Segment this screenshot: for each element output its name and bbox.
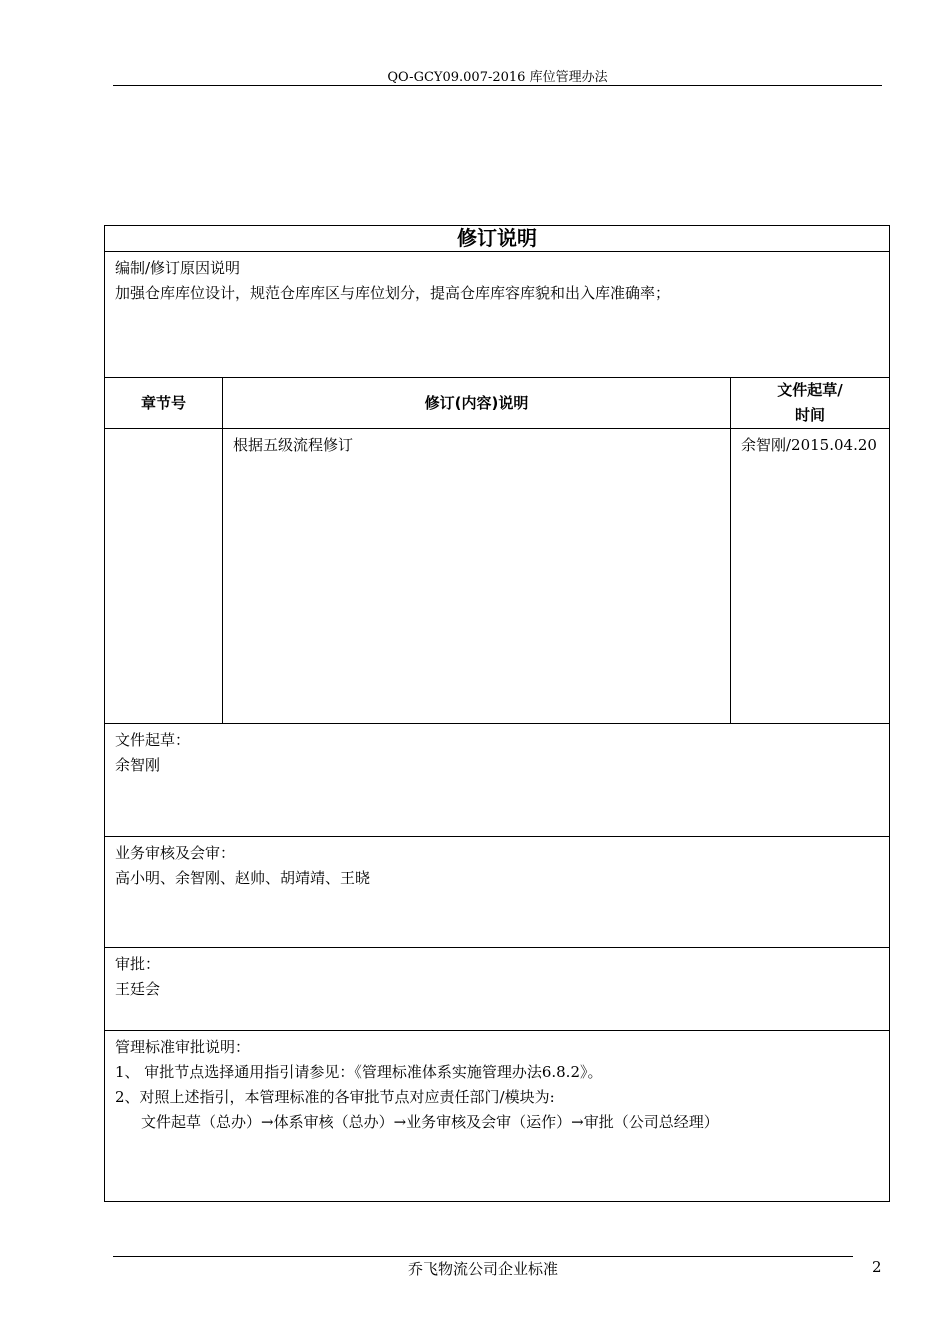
- notes-line-2: 2、对照上述指引，本管理标准的各审批节点对应责任部门/模块为:: [115, 1088, 555, 1106]
- column-header-content: 修订(内容)说明: [223, 378, 731, 429]
- page-number: 2: [872, 1258, 882, 1276]
- footer-company: 乔飞物流公司企业标准: [407, 1260, 558, 1278]
- row-drafter-cell: 余智刚/2015.04.20: [731, 429, 890, 724]
- column-header-drafter: [731, 378, 890, 429]
- notes-line-1: 1、 审批节点选择通用指引请参见：《管理标准体系实施管理办法6.8.2》。: [115, 1063, 603, 1081]
- notes-label: 管理标准审批说明：: [115, 1038, 251, 1056]
- revision-table: [104, 225, 890, 1202]
- notes-cell: [105, 1031, 890, 1202]
- drafting-cell: [105, 724, 890, 837]
- review-value: 高小明、余智刚、赵帅、胡靖靖、王晓: [115, 869, 371, 887]
- approval-label: 审批：: [115, 955, 161, 973]
- approval-cell: [105, 948, 890, 1031]
- reason-text: 加强仓库库位设计，规范仓库库区与库位划分，提高仓库库容库貌和出入库准确率；: [115, 284, 671, 302]
- review-label: 业务审核及会审：: [115, 844, 236, 862]
- reason-cell: [105, 252, 890, 378]
- document-header-title: QO-GCY09.007-2016 库位管理办法: [387, 70, 608, 85]
- review-cell: [105, 837, 890, 948]
- approval-value: 王廷会: [115, 980, 161, 998]
- drafting-value: 余智刚: [115, 756, 161, 774]
- row-chapter-cell: [105, 429, 223, 724]
- notes-line-3: 文件起草（总办）→体系审核（总办）→业务审核及会审（运作）→审批（公司总经理）: [141, 1113, 719, 1131]
- table-row: [105, 429, 890, 724]
- column-header-drafter-line2: 时间: [794, 406, 825, 424]
- reason-label: 编制/修订原因说明: [115, 259, 241, 277]
- drafting-label: 文件起草：: [115, 731, 191, 749]
- row-content-cell: 根据五级流程修订: [223, 429, 731, 724]
- column-header-chapter: 章节号: [105, 378, 223, 429]
- header-rule: [113, 85, 882, 86]
- table-title: 修订说明: [105, 226, 890, 252]
- column-header-drafter-line1: 文件起草/: [777, 381, 843, 399]
- footer-rule: [113, 1256, 853, 1257]
